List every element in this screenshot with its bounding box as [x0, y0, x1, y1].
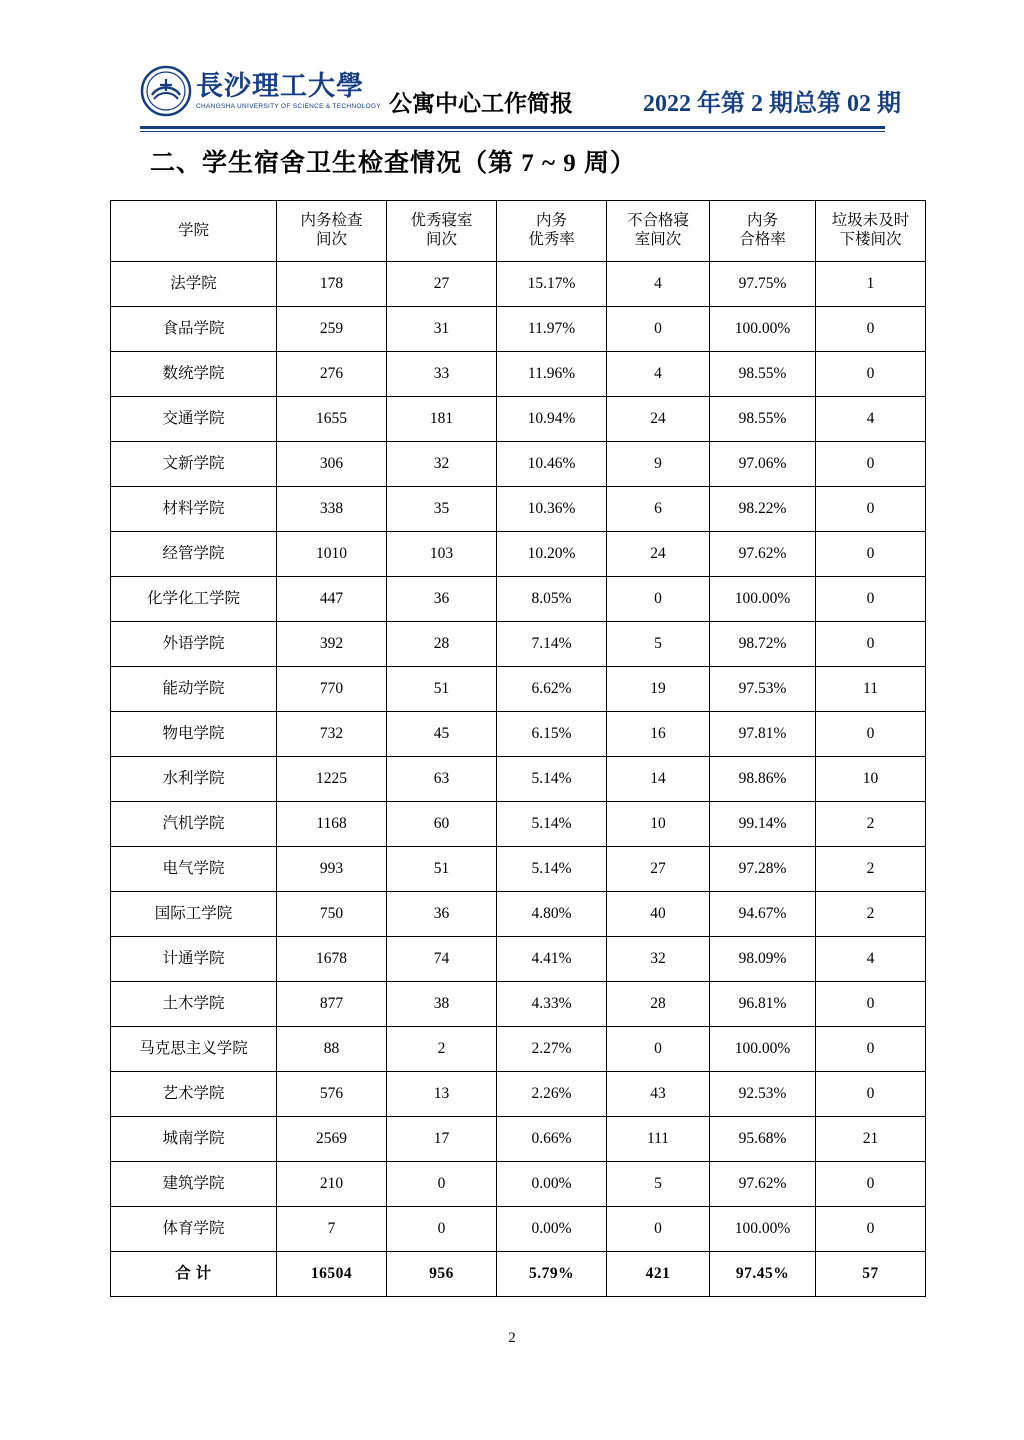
cell-excellent-rooms: 45 [387, 712, 497, 757]
cell-inspected-rooms: 178 [277, 262, 387, 307]
cell-excellent-rooms: 74 [387, 937, 497, 982]
table-row [111, 577, 926, 622]
cell-excellent-rate: 2.27% [497, 1027, 607, 1072]
cell-trash-not-removed: 0 [816, 487, 926, 532]
header-line: 学院 [177, 221, 209, 239]
cell-excellent-rate: 5.14% [497, 802, 607, 847]
column-header-excellent-rate [497, 201, 607, 262]
cell-trash-not-removed: 0 [816, 352, 926, 397]
table-row [111, 532, 926, 577]
cell-excellent-rate: 11.97% [497, 307, 607, 352]
bulletin-issue: 2022 年第 2 期总第 02 期 [642, 91, 901, 117]
cell-excellent-rooms: 181 [387, 397, 497, 442]
table-body [111, 262, 926, 1297]
table-row [111, 307, 926, 352]
cell-excellent-rooms: 31 [387, 307, 497, 352]
cell-excellent-rooms: 36 [387, 577, 497, 622]
table-row [111, 1162, 926, 1207]
cell-excellent-rooms: 51 [387, 847, 497, 892]
cell-excellent-rate: 4.33% [497, 982, 607, 1027]
page-number: 2 [508, 1330, 516, 1346]
cell-excellent-rate: 2.26% [497, 1072, 607, 1117]
cell-excellent-rate: 4.41% [497, 937, 607, 982]
cell-excellent-rate: 10.46% [497, 442, 607, 487]
cell-trash-not-removed: 0 [816, 307, 926, 352]
cell-excellent-rate: 0.00% [497, 1162, 607, 1207]
table-row [111, 757, 926, 802]
cell-college: 经管学院 [111, 532, 277, 577]
cell-trash-not-removed: 0 [816, 622, 926, 667]
table-row [111, 892, 926, 937]
column-header-trash-not-removed [816, 201, 926, 262]
cell-trash-not-removed: 2 [816, 802, 926, 847]
cell-college: 法学院 [111, 262, 277, 307]
cell-inspected-rooms: 259 [277, 307, 387, 352]
table-row [111, 397, 926, 442]
cell-excellent-rooms: 0 [387, 1162, 497, 1207]
cell-unqualified-rooms: 27 [607, 847, 710, 892]
table-row [111, 487, 926, 532]
cell-unqualified-rooms: 0 [607, 577, 710, 622]
cell-excellent-rooms: 32 [387, 442, 497, 487]
cell-trash-not-removed: 0 [816, 712, 926, 757]
header-rule-thick [140, 126, 885, 129]
cell-excellent-rooms: 2 [387, 1027, 497, 1072]
cell-unqualified-rooms: 9 [607, 442, 710, 487]
cell-trash-not-removed: 0 [816, 1072, 926, 1117]
cell-excellent-rate: 10.94% [497, 397, 607, 442]
cell-qualified-rate: 97.75% [710, 262, 816, 307]
cell-unqualified-rooms: 0 [607, 1207, 710, 1252]
cell-trash-not-removed: 57 [816, 1252, 926, 1297]
cell-qualified-rate: 97.53% [710, 667, 816, 712]
cell-college: 文新学院 [111, 442, 277, 487]
hygiene-inspection-table-wrapper [110, 200, 915, 1297]
cell-qualified-rate: 100.00% [710, 1207, 816, 1252]
cell-college: 汽机学院 [111, 802, 277, 847]
cell-inspected-rooms: 338 [277, 487, 387, 532]
cell-qualified-rate: 100.00% [710, 577, 816, 622]
cell-trash-not-removed: 2 [816, 892, 926, 937]
table-row [111, 982, 926, 1027]
cell-excellent-rate: 6.62% [497, 667, 607, 712]
cell-unqualified-rooms: 14 [607, 757, 710, 802]
cell-unqualified-rooms: 0 [607, 307, 710, 352]
cell-college: 艺术学院 [111, 1072, 277, 1117]
cell-unqualified-rooms: 111 [607, 1117, 710, 1162]
cell-trash-not-removed: 11 [816, 667, 926, 712]
table-row [111, 262, 926, 307]
cell-inspected-rooms: 1010 [277, 532, 387, 577]
cell-unqualified-rooms: 4 [607, 262, 710, 307]
header-line: 室间次 [634, 231, 682, 248]
university-name-cn: 長沙理工大學 [196, 71, 364, 102]
cell-trash-not-removed: 4 [816, 937, 926, 982]
cell-unqualified-rooms: 6 [607, 487, 710, 532]
table-row [111, 847, 926, 892]
cell-college: 城南学院 [111, 1117, 277, 1162]
cell-excellent-rooms: 35 [387, 487, 497, 532]
cell-trash-not-removed: 1 [816, 262, 926, 307]
document-header [140, 58, 901, 124]
cell-trash-not-removed: 0 [816, 577, 926, 622]
cell-trash-not-removed: 0 [816, 532, 926, 577]
hygiene-inspection-table [110, 200, 926, 1297]
cell-excellent-rooms: 0 [387, 1207, 497, 1252]
header-line: 优秀寝室 [410, 212, 473, 230]
cell-college: 交通学院 [111, 397, 277, 442]
column-header-college [111, 201, 277, 262]
table-row [111, 442, 926, 487]
table-row [111, 1072, 926, 1117]
university-logo [140, 65, 381, 117]
cell-excellent-rate: 11.96% [497, 352, 607, 397]
cell-inspected-rooms: 1225 [277, 757, 387, 802]
cell-trash-not-removed: 2 [816, 847, 926, 892]
cell-excellent-rooms: 60 [387, 802, 497, 847]
cell-college: 体育学院 [111, 1207, 277, 1252]
cell-qualified-rate: 92.53% [710, 1072, 816, 1117]
cell-excellent-rooms: 51 [387, 667, 497, 712]
cell-inspected-rooms: 576 [277, 1072, 387, 1117]
cell-excellent-rooms: 63 [387, 757, 497, 802]
table-total-row [111, 1252, 926, 1297]
cell-unqualified-rooms: 4 [607, 352, 710, 397]
cell-excellent-rooms: 103 [387, 532, 497, 577]
cell-inspected-rooms: 392 [277, 622, 387, 667]
cell-college: 外语学院 [111, 622, 277, 667]
cell-college: 计通学院 [111, 937, 277, 982]
cell-qualified-rate: 97.28% [710, 847, 816, 892]
cell-inspected-rooms: 993 [277, 847, 387, 892]
cell-inspected-rooms: 447 [277, 577, 387, 622]
cell-trash-not-removed: 21 [816, 1117, 926, 1162]
cell-college: 水利学院 [111, 757, 277, 802]
cell-excellent-rate: 5.79% [497, 1252, 607, 1297]
cell-excellent-rooms: 956 [387, 1252, 497, 1297]
cell-excellent-rate: 5.14% [497, 757, 607, 802]
cell-qualified-rate: 94.67% [710, 892, 816, 937]
cell-unqualified-rooms: 32 [607, 937, 710, 982]
table-row [111, 1027, 926, 1072]
university-name-en: CHANGSHA UNIVERSITY OF SCIENCE & TECHNOLOGY [196, 102, 381, 110]
cell-unqualified-rooms: 5 [607, 1162, 710, 1207]
cell-excellent-rate: 10.36% [497, 487, 607, 532]
cell-excellent-rate: 0.66% [497, 1117, 607, 1162]
cell-qualified-rate: 98.86% [710, 757, 816, 802]
header-line: 合格率 [739, 231, 786, 248]
cell-qualified-rate: 97.62% [710, 1162, 816, 1207]
cell-excellent-rooms: 17 [387, 1117, 497, 1162]
table-row [111, 712, 926, 757]
university-logo-text [196, 72, 381, 109]
cell-inspected-rooms: 732 [277, 712, 387, 757]
header-line: 下楼间次 [839, 231, 902, 248]
cell-trash-not-removed: 0 [816, 1027, 926, 1072]
cell-excellent-rate: 7.14% [497, 622, 607, 667]
cell-qualified-rate: 96.81% [710, 982, 816, 1027]
cell-trash-not-removed: 0 [816, 982, 926, 1027]
cell-college: 土木学院 [111, 982, 277, 1027]
table-row [111, 802, 926, 847]
header-line: 内务 [535, 212, 567, 230]
cell-college: 电气学院 [111, 847, 277, 892]
cell-qualified-rate: 97.62% [710, 532, 816, 577]
table-row [111, 352, 926, 397]
header-line: 内务 [746, 212, 778, 230]
cell-college: 物电学院 [111, 712, 277, 757]
column-header-unqualified-rooms [607, 201, 710, 262]
cell-qualified-rate: 99.14% [710, 802, 816, 847]
column-header-excellent-rooms [387, 201, 497, 262]
cell-unqualified-rooms: 28 [607, 982, 710, 1027]
cell-qualified-rate: 97.06% [710, 442, 816, 487]
cell-inspected-rooms: 750 [277, 892, 387, 937]
column-header-qualified-rate [710, 201, 816, 262]
cell-inspected-rooms: 88 [277, 1027, 387, 1072]
cell-unqualified-rooms: 16 [607, 712, 710, 757]
cell-qualified-rate: 98.72% [710, 622, 816, 667]
header-rule-thin [140, 131, 885, 132]
cell-inspected-rooms: 770 [277, 667, 387, 712]
table-row [111, 1207, 926, 1252]
cell-inspected-rooms: 306 [277, 442, 387, 487]
cell-qualified-rate: 95.68% [710, 1117, 816, 1162]
cell-college: 材料学院 [111, 487, 277, 532]
cell-inspected-rooms: 877 [277, 982, 387, 1027]
cell-trash-not-removed: 0 [816, 1207, 926, 1252]
cell-excellent-rooms: 36 [387, 892, 497, 937]
cell-inspected-rooms: 2569 [277, 1117, 387, 1162]
cell-excellent-rate: 15.17% [497, 262, 607, 307]
cell-qualified-rate: 97.81% [710, 712, 816, 757]
header-line: 内务检查 [300, 212, 363, 230]
cell-excellent-rate: 10.20% [497, 532, 607, 577]
cell-college: 建筑学院 [111, 1162, 277, 1207]
cell-college: 国际工学院 [111, 892, 277, 937]
column-header-inspected-rooms [277, 201, 387, 262]
cell-qualified-rate: 98.09% [710, 937, 816, 982]
table-header [111, 201, 926, 262]
cell-qualified-rate: 100.00% [710, 307, 816, 352]
cell-college: 马克思主义学院 [111, 1027, 277, 1072]
section-heading: 二、学生宿舍卫生检查情况（第 7 ~ 9 周） [150, 150, 637, 177]
cell-inspected-rooms: 16504 [277, 1252, 387, 1297]
cell-unqualified-rooms: 19 [607, 667, 710, 712]
cell-trash-not-removed: 0 [816, 442, 926, 487]
cell-inspected-rooms: 276 [277, 352, 387, 397]
cell-excellent-rate: 6.15% [497, 712, 607, 757]
cell-unqualified-rooms: 10 [607, 802, 710, 847]
cell-unqualified-rooms: 5 [607, 622, 710, 667]
cell-qualified-rate: 98.55% [710, 397, 816, 442]
cell-inspected-rooms: 1168 [277, 802, 387, 847]
cell-unqualified-rooms: 0 [607, 1027, 710, 1072]
cell-inspected-rooms: 1678 [277, 937, 387, 982]
cell-trash-not-removed: 10 [816, 757, 926, 802]
header-line: 不合格寝 [626, 212, 689, 230]
cell-excellent-rate: 8.05% [497, 577, 607, 622]
cell-qualified-rate: 97.45% [710, 1252, 816, 1297]
cell-unqualified-rooms: 43 [607, 1072, 710, 1117]
table-row [111, 937, 926, 982]
table-row [111, 622, 926, 667]
cell-unqualified-rooms: 24 [607, 532, 710, 577]
cell-inspected-rooms: 7 [277, 1207, 387, 1252]
cell-college: 化学化工学院 [111, 577, 277, 622]
table-row [111, 1117, 926, 1162]
cell-college: 食品学院 [111, 307, 277, 352]
cell-excellent-rooms: 13 [387, 1072, 497, 1117]
cell-excellent-rooms: 28 [387, 622, 497, 667]
university-emblem-icon [140, 65, 192, 117]
cell-unqualified-rooms: 40 [607, 892, 710, 937]
cell-excellent-rooms: 38 [387, 982, 497, 1027]
header-line: 间次 [425, 231, 457, 248]
cell-total-label: 合 计 [111, 1252, 277, 1297]
cell-trash-not-removed: 0 [816, 1162, 926, 1207]
cell-unqualified-rooms: 24 [607, 397, 710, 442]
cell-qualified-rate: 98.22% [710, 487, 816, 532]
cell-excellent-rate: 0.00% [497, 1207, 607, 1252]
header-line: 优秀率 [528, 231, 575, 248]
header-line: 垃圾未及时 [831, 212, 910, 230]
header-line: 间次 [315, 231, 347, 248]
cell-excellent-rooms: 27 [387, 262, 497, 307]
table-header-row [111, 201, 926, 262]
cell-excellent-rate: 5.14% [497, 847, 607, 892]
table-row [111, 667, 926, 712]
cell-qualified-rate: 98.55% [710, 352, 816, 397]
cell-excellent-rooms: 33 [387, 352, 497, 397]
cell-inspected-rooms: 210 [277, 1162, 387, 1207]
cell-excellent-rate: 4.80% [497, 892, 607, 937]
cell-unqualified-rooms: 421 [607, 1252, 710, 1297]
cell-college: 数统学院 [111, 352, 277, 397]
cell-qualified-rate: 100.00% [710, 1027, 816, 1072]
cell-inspected-rooms: 1655 [277, 397, 387, 442]
cell-trash-not-removed: 4 [816, 397, 926, 442]
bulletin-title: 公寓中心工作简报 [388, 91, 573, 116]
cell-college: 能动学院 [111, 667, 277, 712]
